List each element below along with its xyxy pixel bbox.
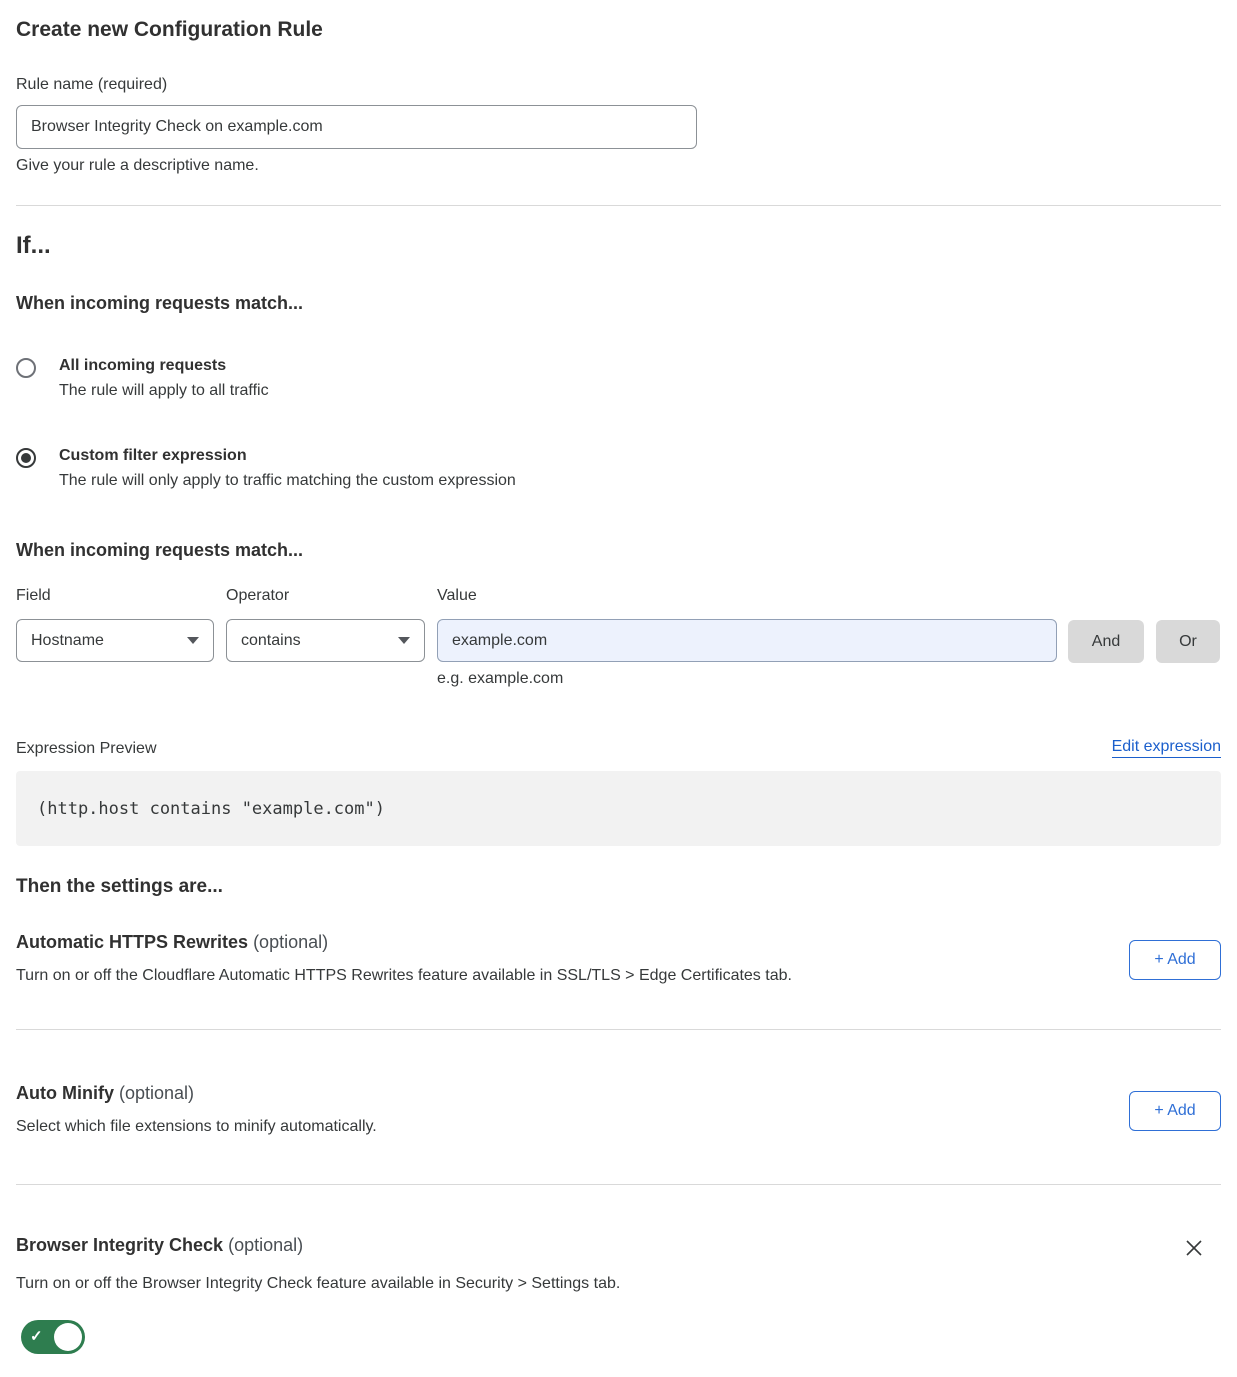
- expression-preview-box: [16, 771, 1221, 846]
- radio-option-texts: [59, 357, 269, 400]
- setting-title-optional: (optional): [228, 1235, 304, 1255]
- rule-name-section: [16, 76, 1221, 175]
- setting-title-optional: (optional): [119, 1083, 195, 1103]
- expression-code: (http.host contains "example.com"): [37, 798, 385, 819]
- edit-expression-link[interactable]: Edit expression: [1112, 738, 1221, 758]
- rule-name-helper: Give your rule a descriptive name.: [16, 157, 259, 174]
- remove-setting-button[interactable]: [1181, 1235, 1207, 1261]
- value-label: Value: [437, 587, 477, 604]
- radio-option-custom-filter-expression[interactable]: [16, 447, 1221, 490]
- setting-automatic-https-rewrites: [16, 932, 1221, 985]
- operator-column: [226, 587, 425, 662]
- radio-option-all-incoming-requests[interactable]: [16, 357, 1221, 400]
- setting-title-name: Automatic HTTPS Rewrites: [16, 932, 249, 952]
- or-button[interactable]: Or: [1156, 620, 1220, 663]
- radio-description: The rule will only apply to traffic matching the custom expression: [59, 472, 516, 489]
- rule-name-input[interactable]: [16, 105, 697, 149]
- then-settings-heading: Then the settings are...: [16, 876, 223, 897]
- section-divider: [16, 1184, 1221, 1185]
- radio-description: The rule will apply to all traffic: [59, 382, 269, 399]
- operator-select-value: contains: [241, 631, 301, 649]
- operator-label: Operator: [226, 587, 290, 604]
- field-select-value: Hostname: [31, 631, 104, 649]
- section-divider: [16, 1029, 1221, 1030]
- value-helper: e.g. example.com: [437, 670, 564, 687]
- setting-auto-minify: [16, 1083, 1221, 1136]
- setting-title: [16, 1235, 303, 1256]
- if-heading: If...: [16, 232, 51, 259]
- chevron-down-icon: [187, 637, 199, 644]
- setting-description: Turn on or off the Cloudflare Automatic HTTPS Rewrites feature available in SSL/TLS > Edge Certificates tab.: [16, 967, 792, 984]
- radio-button-checked[interactable]: [16, 448, 36, 468]
- setting-texts: [16, 932, 792, 985]
- field-label: Field: [16, 587, 51, 604]
- browser-integrity-check-toggle[interactable]: [21, 1320, 85, 1354]
- and-button[interactable]: And: [1068, 620, 1144, 663]
- setting-browser-integrity-check: [16, 1235, 1221, 1359]
- check-icon: ✓: [30, 1328, 43, 1345]
- chevron-down-icon: [398, 637, 410, 644]
- add-auto-minify-button[interactable]: + Add: [1129, 1091, 1221, 1131]
- radio-label: Custom filter expression: [59, 447, 247, 464]
- toggle-knob: [54, 1323, 82, 1351]
- radio-option-texts: [59, 447, 516, 490]
- expression-preview-header: [16, 738, 1221, 758]
- section-divider: [16, 205, 1221, 206]
- radio-label: All incoming requests: [59, 357, 227, 374]
- setting-title: [16, 1083, 377, 1104]
- close-icon: [1183, 1237, 1205, 1259]
- setting-description: Turn on or off the Browser Integrity Check feature available in Security > Settings tab.: [16, 1275, 621, 1292]
- operator-select[interactable]: [226, 619, 425, 662]
- incoming-requests-match-heading: When incoming requests match...: [16, 293, 304, 313]
- setting-texts: [16, 1083, 377, 1136]
- setting-title-optional: (optional): [253, 932, 329, 952]
- filter-builder-row: [16, 587, 1221, 688]
- field-select[interactable]: [16, 619, 214, 662]
- value-input[interactable]: [437, 619, 1057, 662]
- setting-description: Select which file extensions to minify automatically.: [16, 1118, 377, 1135]
- add-automatic-https-rewrites-button[interactable]: + Add: [1129, 940, 1221, 980]
- expression-preview-label: Expression Preview: [16, 740, 157, 757]
- setting-title: [16, 932, 792, 953]
- field-column: [16, 587, 214, 662]
- filter-builder-heading: When incoming requests match...: [16, 540, 304, 560]
- radio-button-unchecked[interactable]: [16, 358, 36, 378]
- value-column: [437, 587, 1057, 688]
- rule-name-label: Rule name (required): [16, 76, 168, 93]
- setting-title-name: Auto Minify: [16, 1083, 114, 1103]
- page-title: Create new Configuration Rule: [16, 18, 323, 41]
- setting-title-name: Browser Integrity Check: [16, 1235, 224, 1255]
- active-setting-header: [16, 1235, 1221, 1261]
